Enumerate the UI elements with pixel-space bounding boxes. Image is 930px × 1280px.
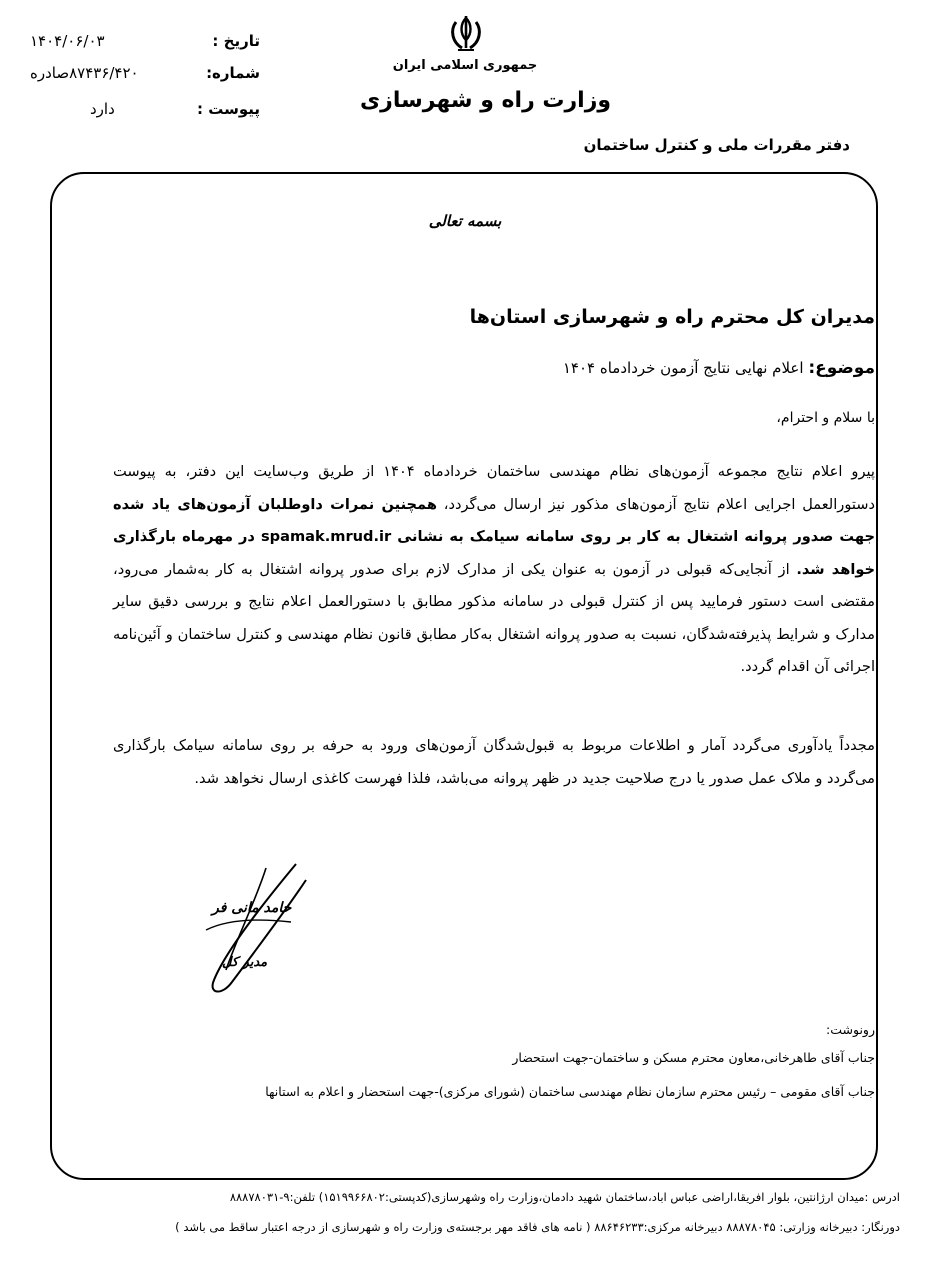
attachment-label: پیوست :: [196, 100, 260, 118]
handwritten-signature: [196, 860, 321, 1000]
subject-line: [563, 358, 875, 378]
ministry-title: وزارت راه و شهرسازی: [360, 88, 612, 113]
date-row: [30, 32, 260, 60]
attachment-value: دارد: [90, 100, 115, 118]
paragraph-1-part-a: پیرو اعلام نتایج مجموعه آزمون‌های نظام مهندسی ساختمان خردادماه ۱۴۰۴ از طریق وب‌سایت این دفتر، به پیوست دستورالعمل اجرایی اعلام نتایج آزمون‌های مذکور نیز ارسال می‌گردد،: [113, 463, 875, 513]
cc-label: رونوشت:: [826, 1022, 875, 1037]
number-value: ۸۷۴۳۶/۴۲۰صادره: [30, 64, 139, 82]
subject-text: اعلام نهایی نتایج آزمون خردادماه ۱۴۰۴: [562, 359, 804, 377]
signer-title: مدیر کل: [222, 955, 268, 970]
bismillah: بسمه تعالی: [428, 212, 502, 230]
footer-fax: دورنگار: دبیرخانه وزارتی: ۸۸۸۷۸۰۴۵ دبیرخانه مرکزی:۸۸۶۴۶۲۳۳ ( نامه های فاقد مهر برجسته‌ی وزارت راه و شهرسازی از درجه اعتبار ساقط می باشد ): [175, 1220, 900, 1234]
date-value: ۱۴۰۴/۰۶/۰۳: [30, 32, 105, 50]
paragraph-1-part-c: از آنجایی‌که قبولی در آزمون به عنوان یکی از مدارک لازم برای صدور پروانه اشتغال به کار به‌شمار می‌رود، مقتضی است دستور فرمایید پس از کنترل قبولی در سامانه مذکور مطابق با دستورالعمل اعلام نتایج و بررسی دقیق سایر مدارک و شرایط پذیرفته‌شدگان، نسبت به صدور پروانه اشتغال به‌کار مطابق قانون نظام مهندسی و کنترل ساختمان و آئین‌نامه اجرائی آن اقدام گردد.: [113, 560, 875, 675]
footer-address: ادرس :میدان ارژانتین، بلوار افریقا،اراضی عباس اباد،ساختمان شهید دادمان،وزارت راه وشهرسازی(کدپستی:۱۵۱۹۹۶۶۸۰۲) تلفن:۹-۸۸۸۷۸۰۳۱: [229, 1190, 900, 1204]
cc-line-2: جناب آقای مقومی – رئیس محترم سازمان نظام مهندسی ساختمان (شورای مرکزی)-جهت استحضار و اعلام به استانها: [265, 1084, 875, 1099]
subject-label: موضوع:: [808, 358, 875, 378]
body-paragraph-1: [113, 456, 875, 684]
body-paragraph-2: مجدداً یادآوری می‌گردد آمار و اطلاعات مربوط به قبول‌شدگان آزمون‌های ورود به حرفه بر روی سامانه سیامک بارگذاری می‌گردد و ملاک عمل صدور یا درج صلاحیت جدید در ظهر پروانه می‌باشد، فلذا فهرست کاغذی ارسال نخواهد شد.: [113, 737, 875, 787]
greeting: با سلام و احترام،: [776, 410, 875, 426]
signer-name: حامد مانی فر: [212, 900, 292, 916]
paragraph-1-bold: همچنین نمرات داوطلبان آزمون‌های یاد شده جهت صدور پروانه اشتغال به کار بر روی سامانه سیامک به نشانی spamak.mrud.ir در مهرماه بارگذاری خواهد شد.: [113, 495, 875, 578]
republic-title: جمهوری اسلامی ایران: [392, 58, 538, 73]
office-title: دفتر مقررات ملی و کنترل ساختمان: [583, 136, 850, 154]
addressee: مدیران کل محترم راه و شهرسازی استان‌ها: [469, 306, 875, 328]
date-label: تاریخ :: [212, 32, 260, 50]
number-label: شماره:: [206, 64, 260, 82]
cc-line-1: جناب آقای طاهرخانی،معاون محترم مسکن و ساختمان-جهت استحضار: [512, 1050, 875, 1065]
attachment-row: [30, 100, 260, 128]
number-row: [30, 64, 260, 92]
iran-emblem-icon: [446, 14, 486, 58]
